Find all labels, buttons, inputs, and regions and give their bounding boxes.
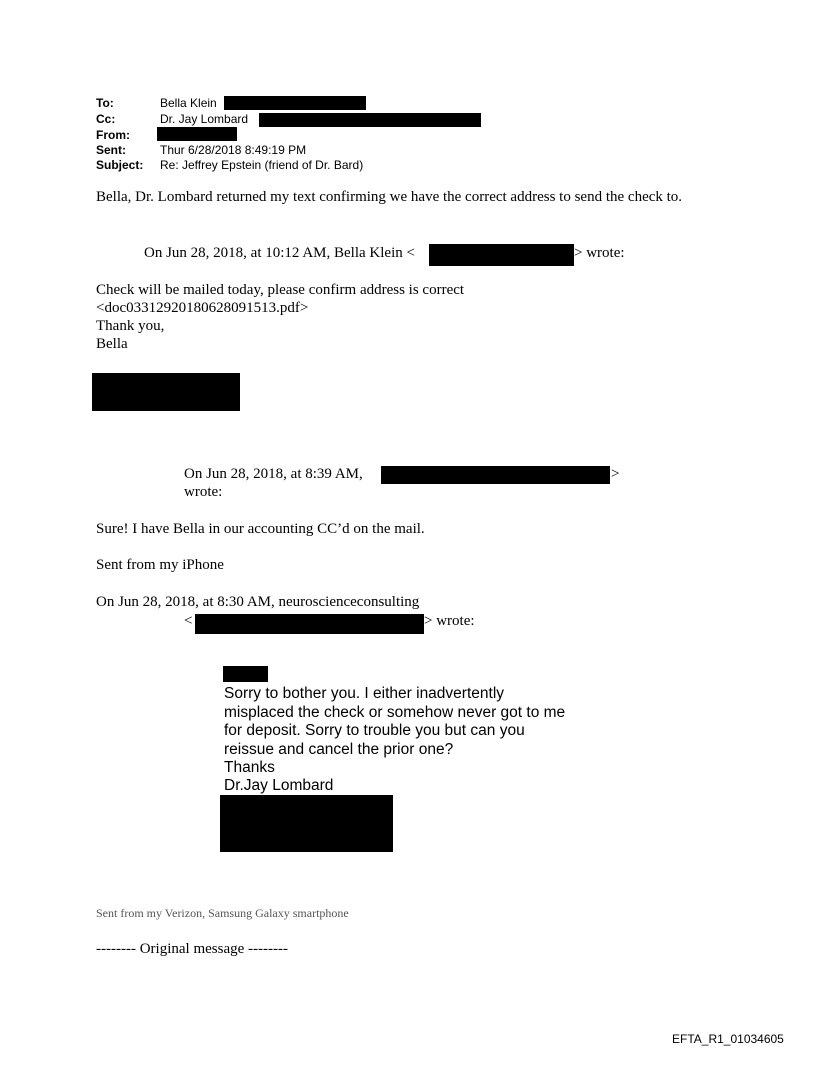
quote3-line1: On Jun 28, 2018, at 8:30 AM, neuroscienceconsulting [96, 594, 420, 610]
reply-line3: for deposit. Sorry to trouble you but can you [224, 722, 525, 739]
cc-value: Dr. Jay Lombard [160, 112, 249, 126]
to-label: To: [96, 96, 114, 110]
quote3-prefix: < [184, 613, 193, 629]
reply-line4: reissue and cancel the prior one? [224, 741, 454, 758]
redaction-cc-email [259, 113, 481, 127]
sent-label: Sent: [96, 143, 126, 157]
quote3-suffix: > wrote: [424, 613, 475, 629]
msg2-line2: Sent from my iPhone [96, 557, 224, 573]
msg1-line2: <doc03312920180628091513.pdf> [96, 300, 309, 316]
msg2-line1: Sure! I have Bella in our accounting CC’d on the mail. [96, 521, 425, 537]
quote2-prefix: On Jun 28, 2018, at 8:39 AM, [184, 466, 363, 482]
redaction-signature-block [92, 373, 240, 411]
subject-label: Subject: [96, 158, 144, 172]
subject-value: Re: Jeffrey Epstein (friend of Dr. Bard) [160, 158, 364, 172]
redaction-consulting-email [195, 614, 424, 634]
quote1-prefix: On Jun 28, 2018, at 10:12 AM, Bella Klein < [144, 245, 415, 261]
redaction-lombard-signature [220, 795, 393, 852]
redaction-bella-email [429, 244, 574, 266]
msg1-line3: Thank you, [96, 318, 165, 334]
document-id: EFTA_R1_01034605 [672, 1032, 784, 1046]
reply-line5: Thanks [224, 759, 275, 776]
redaction-sender-email [381, 466, 610, 484]
sent-value: Thur 6/28/2018 8:49:19 PM [160, 143, 307, 157]
quote2-suffix: > [611, 466, 620, 482]
redaction-from [157, 127, 237, 141]
msg1-line1: Check will be mailed today, please confirm address is correct [96, 282, 465, 298]
from-label: From: [96, 128, 130, 142]
reply-line2: misplaced the check or somehow never got to me [224, 704, 566, 721]
reply-line6: Dr.Jay Lombard [224, 777, 334, 794]
to-value: Bella Klein [160, 96, 217, 110]
redaction-greeting [223, 666, 268, 682]
cc-label: Cc: [96, 112, 116, 126]
redaction-to-email [224, 96, 366, 110]
msg1-line4: Bella [96, 336, 128, 352]
reply-line1: Sorry to bother you. I either inadvertently [224, 685, 505, 702]
quote2-wrote: wrote: [184, 484, 223, 500]
intro-text: Bella, Dr. Lombard returned my text confirming we have the correct address to send the check to. [96, 189, 683, 205]
quote1-suffix: > wrote: [574, 245, 625, 261]
original-message-divider: -------- Original message -------- [96, 941, 288, 957]
verizon-signature: Sent from my Verizon, Samsung Galaxy smartphone [96, 906, 349, 920]
